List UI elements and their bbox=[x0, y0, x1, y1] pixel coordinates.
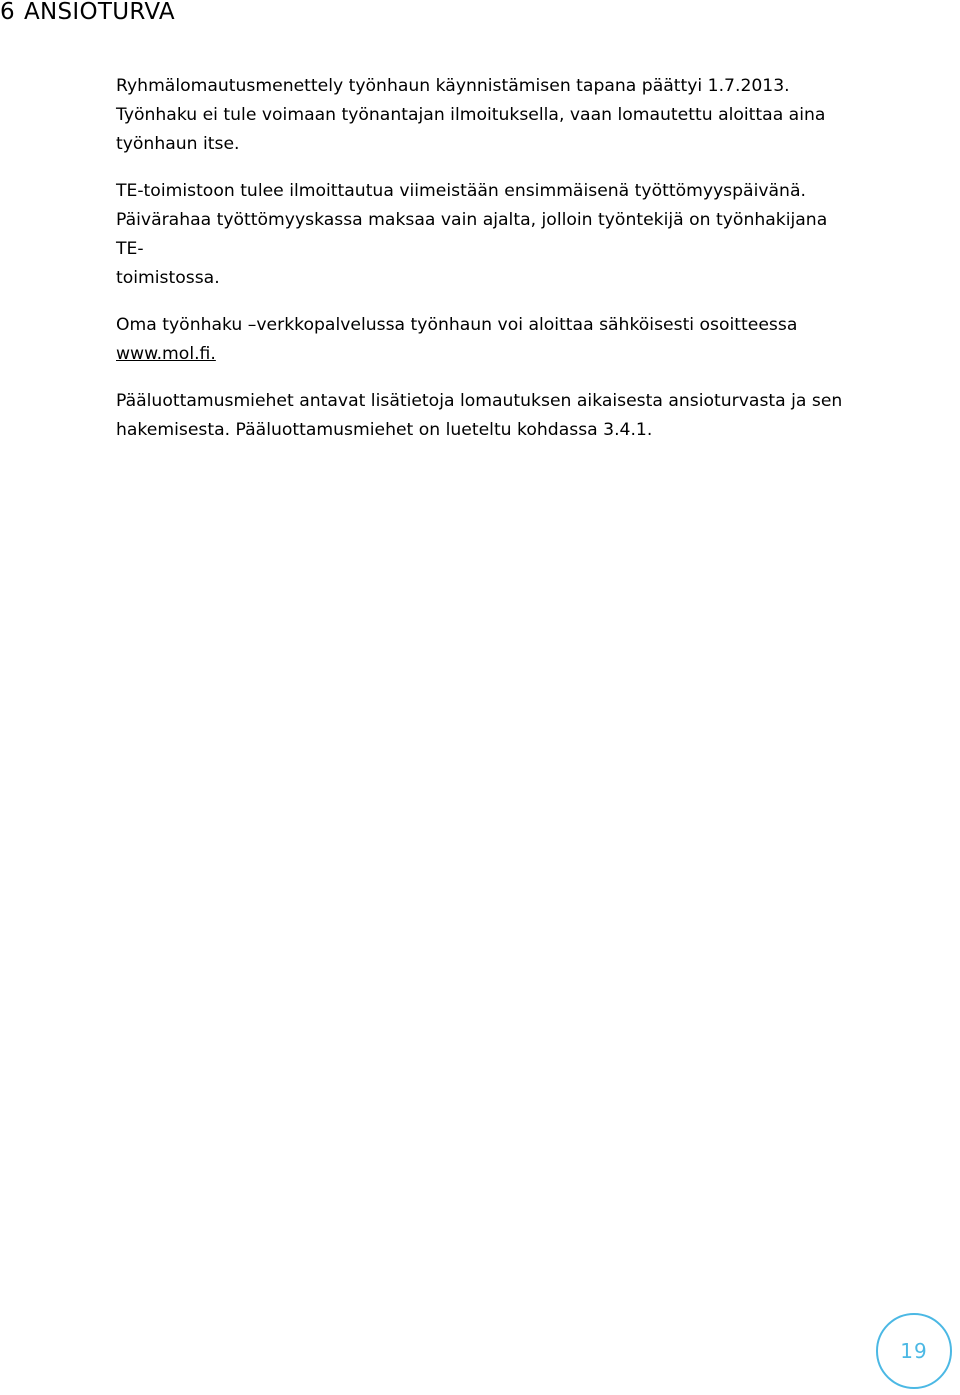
section-title: ANSIOTURVA bbox=[23, 0, 175, 25]
page-number: 19 bbox=[900, 1339, 928, 1363]
text-line: Ryhmälomautusmenettely työnhaun käynnistämisen tapana päättyi 1.7.2013. bbox=[116, 76, 790, 96]
text-line: TE-toimistoon tulee ilmoittautua viimeistään ensimmäisenä työttömyyspäivänä. bbox=[116, 181, 806, 201]
mol-link[interactable]: www.mol.fi. bbox=[116, 344, 216, 364]
paragraph-te-office bbox=[116, 177, 846, 293]
text-line: työnhaun itse. bbox=[116, 134, 240, 154]
paragraph-registration-end bbox=[116, 72, 846, 159]
section-number: 6 bbox=[0, 0, 15, 25]
section-heading bbox=[0, 0, 175, 24]
paragraph-shop-stewards bbox=[116, 387, 846, 445]
text-line: toimistossa. bbox=[116, 268, 220, 288]
text-line: hakemisesta. Pääluottamusmiehet on lueteltu kohdassa 3.4.1. bbox=[116, 420, 653, 440]
page-number-badge bbox=[876, 1313, 952, 1389]
text-line: Pääluottamusmiehet antavat lisätietoja lomautuksen aikaisesta ansioturvasta ja sen bbox=[116, 391, 843, 411]
paragraph-online-service bbox=[116, 311, 846, 369]
text-line: Päivärahaa työttömyyskassa maksaa vain ajalta, jolloin työntekijä on työnhakijana TE- bbox=[116, 210, 828, 259]
text-line: Työnhaku ei tule voimaan työnantajan ilmoituksella, vaan lomautettu aloittaa aina bbox=[116, 105, 826, 125]
text-line: Oma työnhaku –verkkopalvelussa työnhaun voi aloittaa sähköisesti osoitteessa bbox=[116, 315, 798, 335]
body-text bbox=[116, 72, 846, 463]
